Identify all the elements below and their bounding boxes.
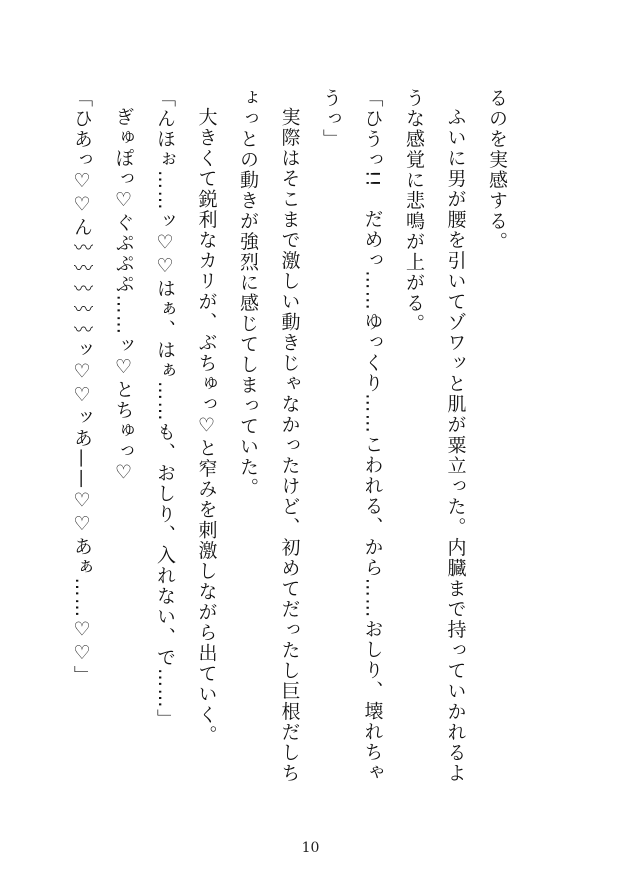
paragraph-1: るのを実感する。 xyxy=(486,88,508,252)
paragraph-2: ふいに男が腰を引いてゾワッと肌が粟立った。内臓まで持っていかれるような感覚に悲鳴が上がる。 xyxy=(403,88,467,784)
vertical-text-body xyxy=(71,88,517,788)
page-number: 10 xyxy=(301,840,320,856)
paragraph-4: 大きくて鋭利なカリが、ぶちゅっ♡と窄みを刺激しながら出ていく。 xyxy=(195,107,218,746)
dialogue-2: 「んほぉ……ッ♡♡はぁ、はぁ……も、おしり、入れない、で……」 xyxy=(154,88,176,730)
paragraph-5: ぎゅぽっ♡ぐぷぷぷ……ッ♡とちゅっ♡ xyxy=(112,107,135,485)
paragraph-3: 実際はそこまで激しい動きじゃなかったけど、初めてだったし巨根だしちょっとの動きが強烈に感じてしまっていた。 xyxy=(237,88,301,784)
dialogue-3: 「ひあっ♡♡ん〰〰〰〰〰ッ♡♡ッあ——♡♡あぁ……♡♡」 xyxy=(71,88,93,686)
dialogue-1: 「ひうっ!! だめっ……ゆっくり……こわれる、から……おしり、壊れちゃうっ」 xyxy=(320,88,384,783)
